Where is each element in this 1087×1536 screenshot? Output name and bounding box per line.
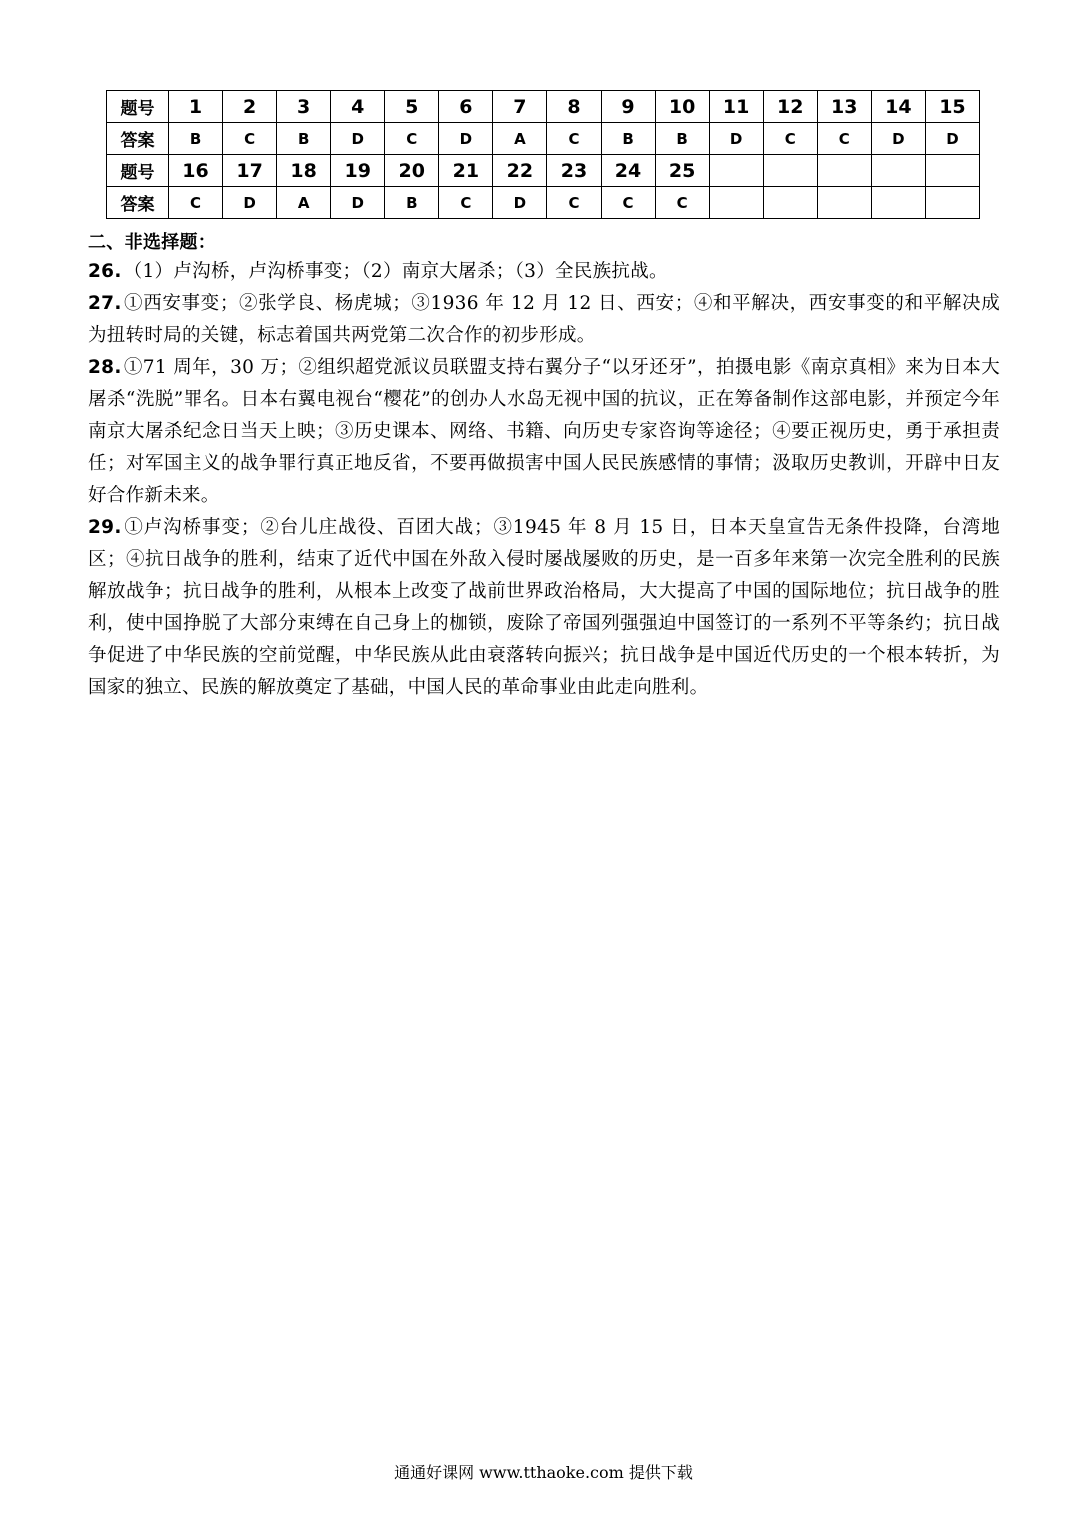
answer-cell: D bbox=[709, 123, 763, 155]
answer-cell: C bbox=[763, 123, 817, 155]
answer-cell: A bbox=[277, 187, 331, 219]
answer-cell: D bbox=[331, 123, 385, 155]
answer-cell: C bbox=[547, 123, 601, 155]
question-number: 27. bbox=[88, 293, 122, 314]
answer-cell: C bbox=[439, 187, 493, 219]
row-label: 题号 bbox=[107, 91, 169, 123]
section-title: 二、非选择题： bbox=[88, 232, 217, 253]
question-number-cell: 2 bbox=[223, 91, 277, 123]
question-number-cell: 1 bbox=[169, 91, 223, 123]
question-number-cell: 20 bbox=[385, 155, 439, 187]
answer-cell: C bbox=[547, 187, 601, 219]
answer-cell bbox=[871, 187, 925, 219]
question-number-cell: 14 bbox=[871, 91, 925, 123]
question-number-row bbox=[107, 91, 980, 123]
answer-cell bbox=[925, 187, 979, 219]
question-number-cell: 4 bbox=[331, 91, 385, 123]
row-label: 题号 bbox=[107, 155, 169, 187]
answer-text: （1）卢沟桥，卢沟桥事变；（2）南京大屠杀；（3）全民族抗战。 bbox=[123, 261, 668, 282]
question-number-cell bbox=[817, 155, 871, 187]
footer-source: 通通好课网 www.tthaoke.com 提供下载 bbox=[394, 1463, 693, 1482]
answer-cell: C bbox=[817, 123, 871, 155]
answer-cell bbox=[709, 187, 763, 219]
answer-cell: D bbox=[871, 123, 925, 155]
question-number-cell: 13 bbox=[817, 91, 871, 123]
question-number-cell: 10 bbox=[655, 91, 709, 123]
answer-text: ①71 周年，30 万；②组织超党派议员联盟支持右翼分子“以牙还牙”，拍摄电影《南京真相》来为日本大屠杀“洗脱”罪名。日本右翼电视台“樱花”的创办人水岛无视中国的抗议，正在筹备制作这部电影，并预定今年南京大屠杀纪念日当天上映；③历史课本、网络、书籍、向历史专家咨询等途径；④要正视历史，勇于承担责任；对军国主义的战争罪行真正地反省，不要再做损害中国人民民族感情的事情；汲取历史教训，开辟中日友好合作新未来。 bbox=[88, 357, 1000, 506]
answer-cell: D bbox=[223, 187, 277, 219]
question-number-cell: 11 bbox=[709, 91, 763, 123]
question-number-cell: 16 bbox=[169, 155, 223, 187]
question-number-cell: 5 bbox=[385, 91, 439, 123]
question-number-cell: 25 bbox=[655, 155, 709, 187]
answer-cell: B bbox=[277, 123, 331, 155]
answer-item bbox=[88, 288, 1000, 352]
question-number-cell: 8 bbox=[547, 91, 601, 123]
answers-list bbox=[88, 256, 1000, 704]
non-choice-section bbox=[88, 230, 1000, 704]
question-number-cell: 12 bbox=[763, 91, 817, 123]
answer-cell: B bbox=[655, 123, 709, 155]
question-number-cell: 24 bbox=[601, 155, 655, 187]
answer-text: ①西安事变；②张学良、杨虎城；③1936 年 12 月 12 日、西安；④和平解决，西安事变的和平解决成为扭转时局的关键，标志着国共两党第二次合作的初步形成。 bbox=[88, 293, 1000, 346]
answer-cell: D bbox=[439, 123, 493, 155]
question-number-cell: 7 bbox=[493, 91, 547, 123]
question-number-cell: 6 bbox=[439, 91, 493, 123]
question-number-cell: 9 bbox=[601, 91, 655, 123]
answer-cell: A bbox=[493, 123, 547, 155]
question-number-cell: 18 bbox=[277, 155, 331, 187]
question-number-cell bbox=[709, 155, 763, 187]
answer-cell: D bbox=[493, 187, 547, 219]
answer-cell: B bbox=[385, 187, 439, 219]
question-number-cell bbox=[925, 155, 979, 187]
question-number: 29. bbox=[88, 517, 122, 538]
question-number-cell: 17 bbox=[223, 155, 277, 187]
question-number-cell: 23 bbox=[547, 155, 601, 187]
answer-cell: D bbox=[331, 187, 385, 219]
question-number-cell bbox=[763, 155, 817, 187]
question-number-cell: 15 bbox=[925, 91, 979, 123]
answer-cell: C bbox=[601, 187, 655, 219]
answer-cell: C bbox=[385, 123, 439, 155]
answer-item bbox=[88, 512, 1000, 704]
question-number-cell: 22 bbox=[493, 155, 547, 187]
question-number-cell: 21 bbox=[439, 155, 493, 187]
answer-item bbox=[88, 256, 1000, 288]
answer-cell: C bbox=[169, 187, 223, 219]
question-number-cell: 19 bbox=[331, 155, 385, 187]
answer-item bbox=[88, 352, 1000, 512]
question-number: 28. bbox=[88, 357, 122, 378]
answer-text: ①卢沟桥事变；②台儿庄战役、百团大战；③1945 年 8 月 15 日，日本天皇宣告无条件投降，台湾地区；④抗日战争的胜利，结束了近代中国在外敌入侵时屡战屡败的历史，是一百多年来第一次完全胜利的民族解放战争；抗日战争的胜利，从根本上改变了战前世界政治格局，大大提高了中国的国际地位；抗日战争的胜利，使中国挣脱了大部分束缚在自己身上的枷锁，废除了帝国列强强迫中国签订的一系列不平等条约；抗日战争促进了中华民族的空前觉醒，中华民族从此由衰落转向振兴；抗日战争是中国近代历史的一个根本转折，为国家的独立、民族的解放奠定了基础，中国人民的革命事业由此走向胜利。 bbox=[88, 517, 1000, 698]
answer-row bbox=[107, 187, 980, 219]
row-label: 答案 bbox=[107, 187, 169, 219]
answer-key-table bbox=[106, 90, 980, 219]
answer-cell: B bbox=[169, 123, 223, 155]
answer-row bbox=[107, 123, 980, 155]
question-number: 26. bbox=[88, 261, 122, 282]
answer-cell bbox=[763, 187, 817, 219]
answer-cell bbox=[817, 187, 871, 219]
row-label: 答案 bbox=[107, 123, 169, 155]
answer-cell: B bbox=[601, 123, 655, 155]
question-number-cell bbox=[871, 155, 925, 187]
answer-cell: D bbox=[925, 123, 979, 155]
question-number-cell: 3 bbox=[277, 91, 331, 123]
answer-cell: C bbox=[655, 187, 709, 219]
question-number-row bbox=[107, 155, 980, 187]
answer-cell: C bbox=[223, 123, 277, 155]
